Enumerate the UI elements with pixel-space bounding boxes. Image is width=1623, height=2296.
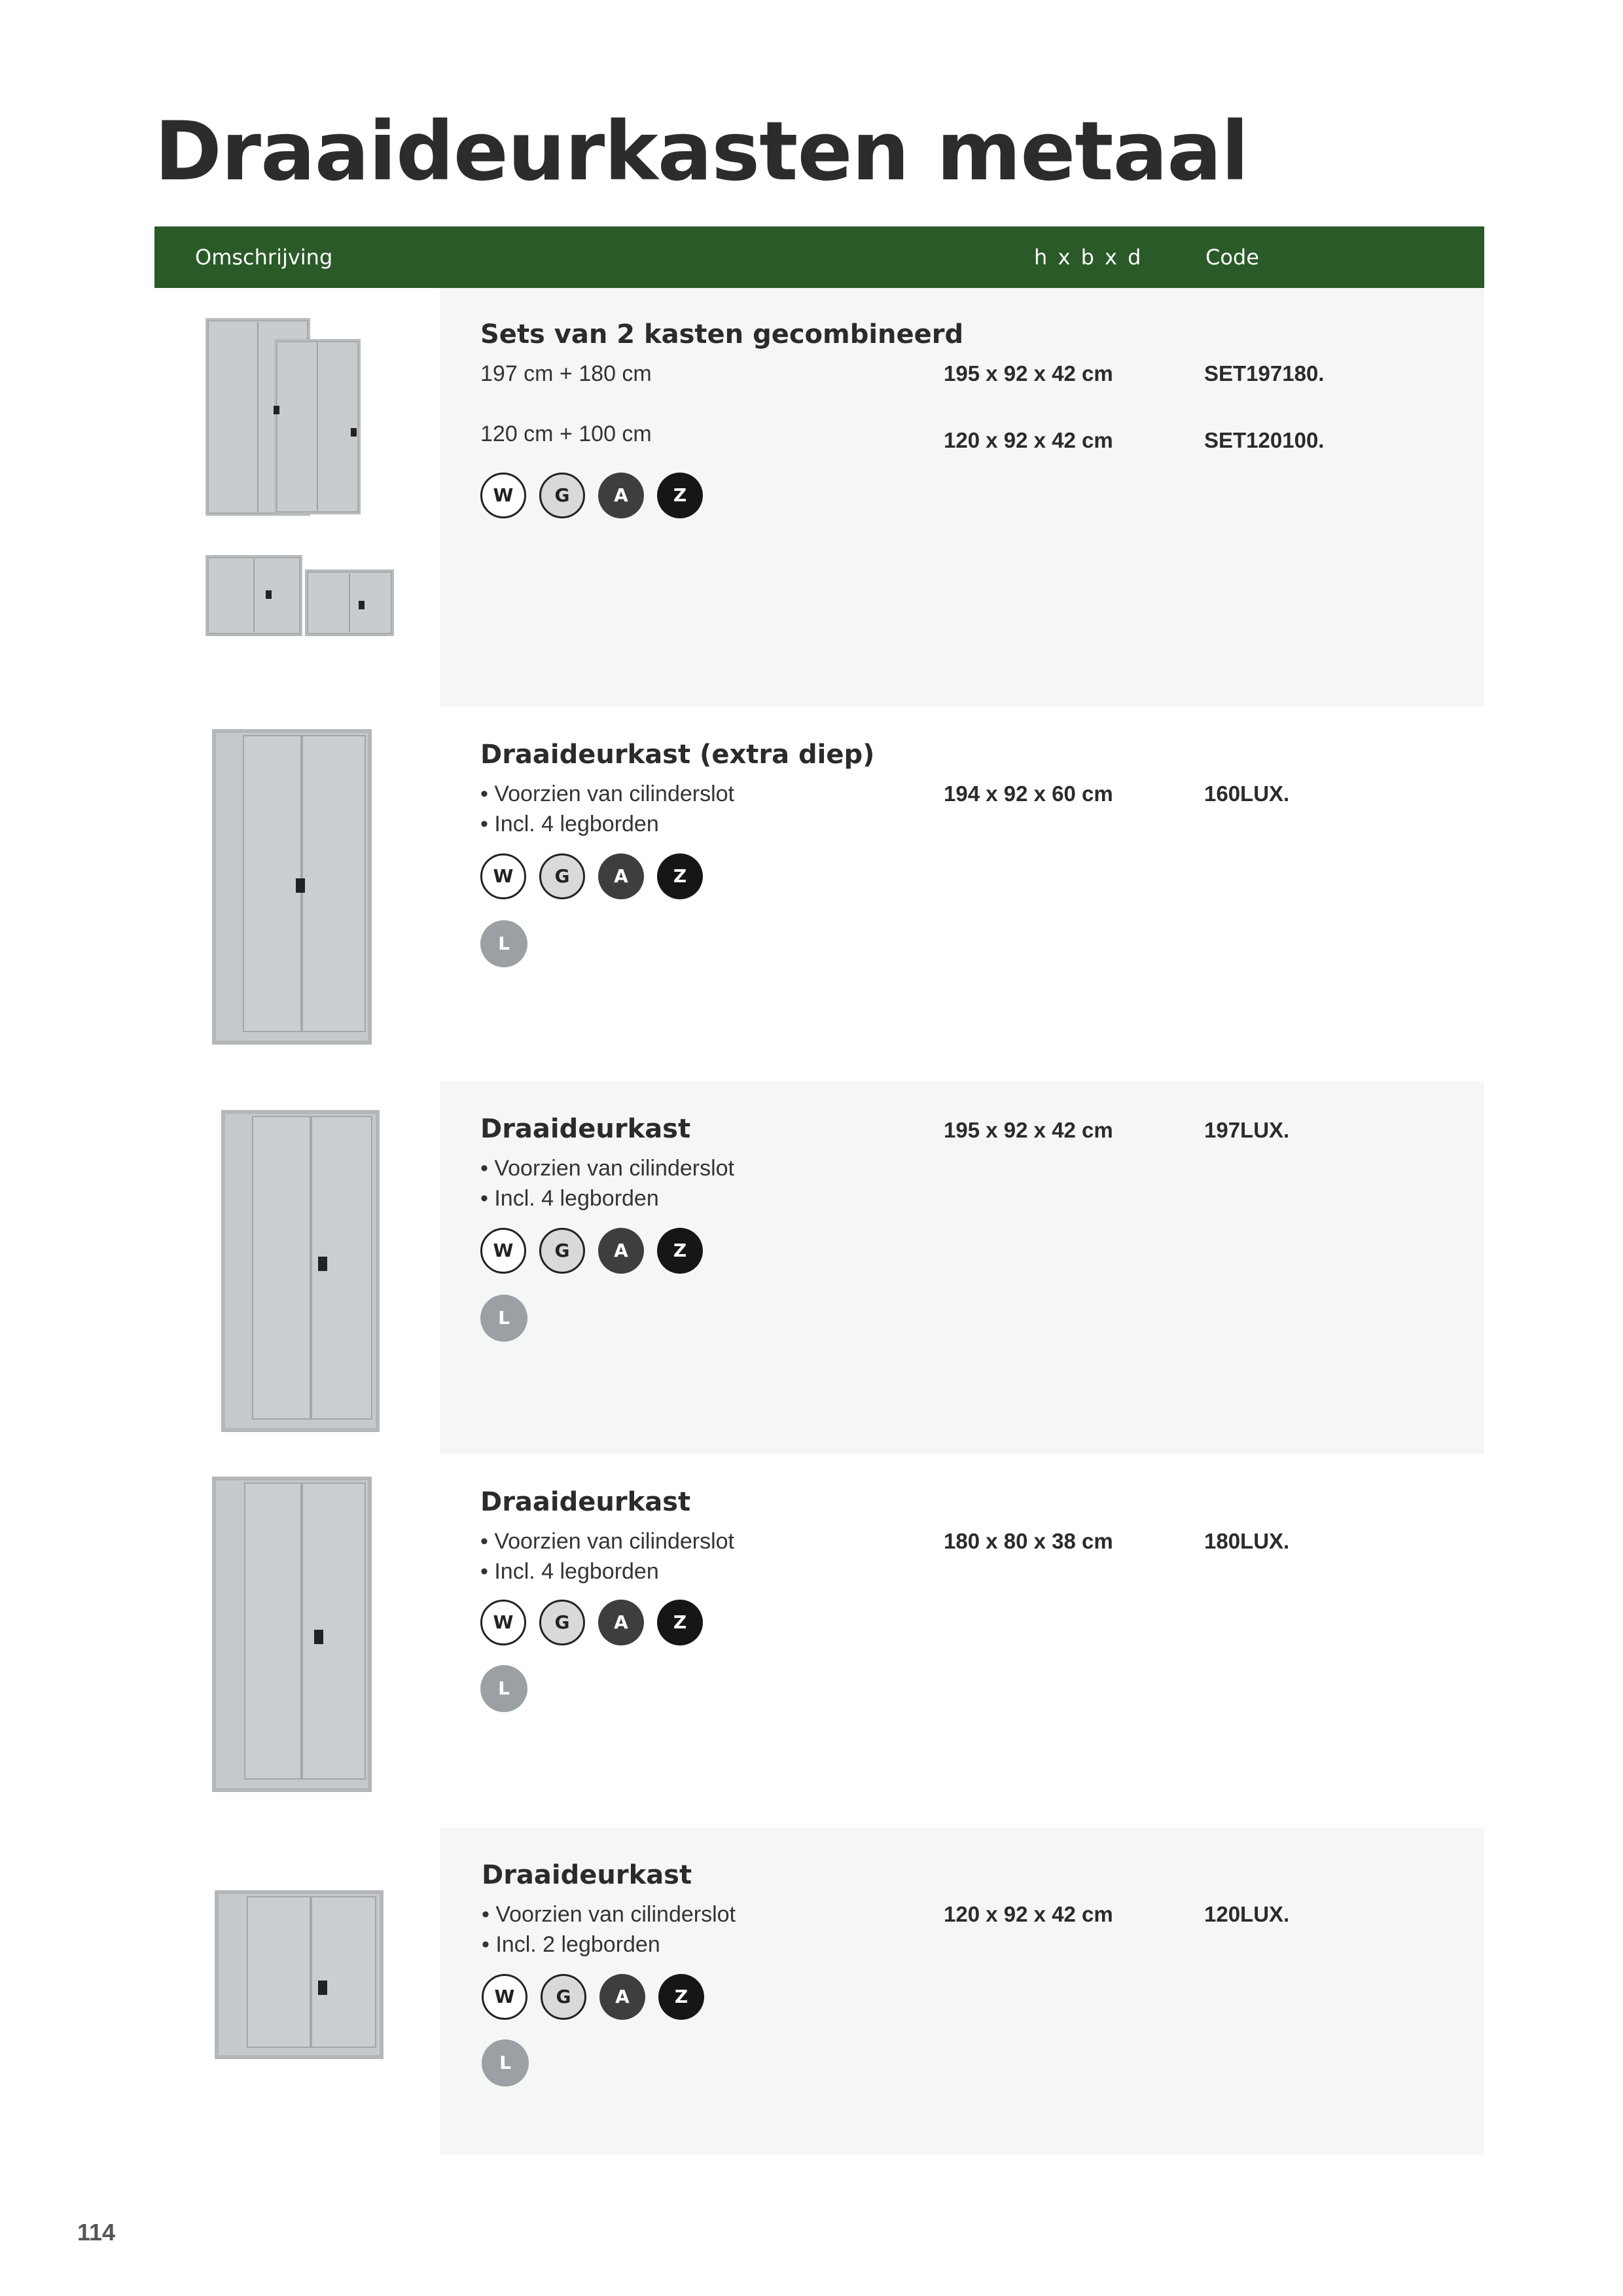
color-swatch-g: G (539, 853, 585, 899)
two-cabinet-sets-image (154, 288, 429, 707)
color-swatch-z: Z (657, 853, 703, 899)
color-swatch-z: Z (657, 1228, 703, 1274)
color-swatch-l: L (480, 1295, 527, 1342)
product-code: 197LUX. (1204, 1118, 1290, 1142)
product-name: Draaideurkast (482, 1860, 692, 1890)
variant-label: 197 cm + 180 cm (480, 361, 652, 386)
variant-code: SET120100. (1204, 428, 1325, 452)
header-dimensions: h x b x d (1034, 245, 1143, 270)
color-swatch-a: A (598, 1228, 644, 1274)
feature-line: • Incl. 4 legborden (480, 1186, 659, 1211)
product-name: Draaideurkast (480, 1487, 691, 1517)
feature-line: • Voorzien van cilinderslot (480, 781, 734, 806)
color-swatch-a: A (599, 1974, 645, 2020)
color-swatch-w: W (480, 853, 526, 899)
product-dimensions: 180 x 80 x 38 cm (944, 1529, 1113, 1553)
header-code: Code (1205, 245, 1259, 270)
color-swatch-w: W (480, 1228, 526, 1274)
feature-line: • Voorzien van cilinderslot (480, 1156, 734, 1181)
feature-line: • Voorzien van cilinderslot (480, 1529, 734, 1554)
header-description: Omschrijving (195, 245, 333, 270)
feature-line: • Incl. 4 legborden (480, 812, 659, 836)
feature-line: • Incl. 4 legborden (480, 1559, 659, 1584)
table-header (154, 226, 1484, 288)
color-swatch-l: L (480, 920, 527, 967)
color-swatch-l: L (482, 2039, 529, 2087)
product-row-120lux (154, 1827, 1484, 2155)
product-name: Sets van 2 kasten gecombineerd (480, 319, 964, 350)
variant-dimensions: 120 x 92 x 42 cm (944, 428, 1113, 452)
color-swatch-g: G (539, 1228, 585, 1274)
color-swatch-a: A (598, 473, 644, 518)
product-dimensions: 194 x 92 x 60 cm (944, 781, 1113, 806)
color-swatch-z: Z (657, 473, 703, 518)
product-code: 120LUX. (1204, 1902, 1290, 1926)
color-swatch-a: A (598, 853, 644, 899)
color-swatch-w: W (482, 1974, 527, 2020)
product-row-180lux (154, 1454, 1484, 1827)
page-title: Draaideurkasten metaal (154, 105, 1249, 199)
product-name: Draaideurkast (extra diep) (480, 740, 875, 770)
color-swatch-g: G (541, 1974, 586, 2020)
tall-cabinet-image (154, 707, 429, 1080)
color-swatch-g: G (539, 1600, 585, 1645)
color-swatch-g: G (539, 473, 585, 518)
product-name: Draaideurkast (480, 1114, 691, 1144)
product-code: 160LUX. (1204, 781, 1290, 806)
color-swatch-w: W (480, 1600, 526, 1645)
color-swatch-a: A (598, 1600, 644, 1645)
page-number: 114 (77, 2219, 116, 2246)
low-cabinet-image (154, 1827, 429, 2155)
variant-dimensions: 195 x 92 x 42 cm (944, 361, 1113, 386)
variant-label: 120 cm + 100 cm (480, 422, 652, 446)
color-swatch-z: Z (658, 1974, 704, 2020)
color-swatch-w: W (480, 473, 526, 518)
variant-code: SET197180. (1204, 361, 1325, 386)
tall-cabinet-image (154, 1454, 429, 1827)
feature-line: • Incl. 2 legborden (482, 1932, 660, 1957)
product-row-197lux (154, 1081, 1484, 1454)
color-swatch-l: L (480, 1665, 527, 1712)
product-dimensions: 120 x 92 x 42 cm (944, 1902, 1113, 1926)
product-row-sets (154, 288, 1484, 707)
product-code: 180LUX. (1204, 1529, 1290, 1553)
row-background (440, 288, 1484, 707)
product-dimensions: 195 x 92 x 42 cm (944, 1118, 1113, 1142)
tall-cabinet-image (154, 1081, 429, 1454)
feature-line: • Voorzien van cilinderslot (482, 1902, 736, 1927)
color-swatch-z: Z (657, 1600, 703, 1645)
product-row-160lux (154, 707, 1484, 1080)
